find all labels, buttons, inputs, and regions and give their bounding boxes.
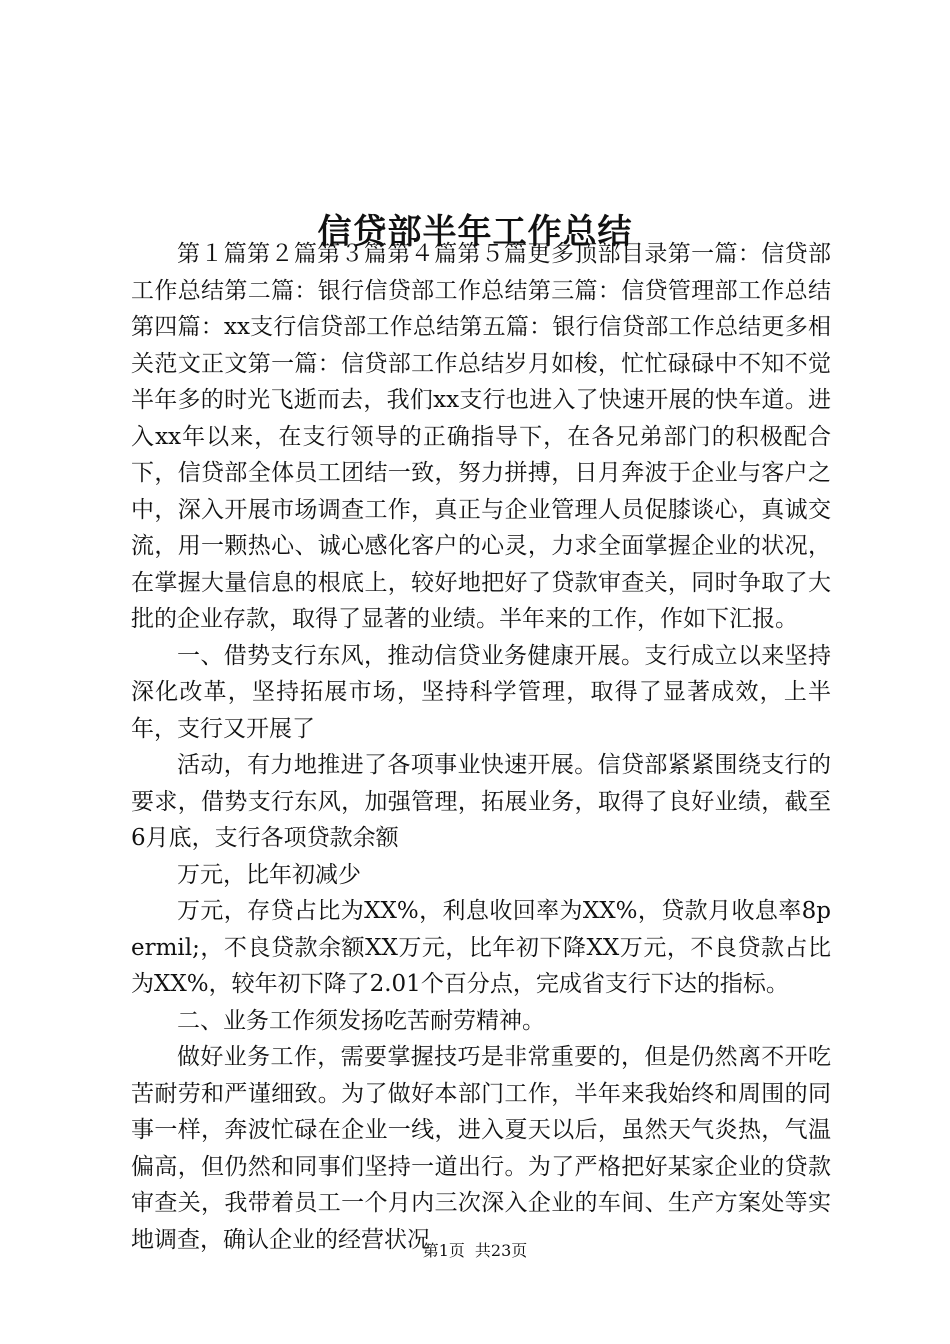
paragraph-statistics: 万元，存贷占比为XX%，利息收回率为XX%，贷款月收息率8permil;，不良贷款余额XX万元，比年初下降XX万元，不良贷款占比为XX%，较年初下降了2.01个百分点，完成省支行下达的指标。 (131, 898, 831, 997)
document-title: 信贷部半年工作总结 (317, 211, 633, 252)
paragraph-decrease: 万元，比年初减少 (177, 861, 361, 888)
document-body (131, 236, 831, 1258)
paragraph-section-two: 二、业务工作须发扬吃苦耐劳精神。 (177, 1007, 545, 1034)
paragraph-activity: 活动，有力地推进了各项事业快速开展。信贷部紧紧围绕支行的要求，借势支行东风，加强管理，拓展业务，取得了良好业绩，截至6月底，支行各项贷款余额 (131, 752, 831, 851)
page-total: 共23页 (474, 1241, 528, 1260)
page-number: 第1页 (422, 1241, 465, 1260)
paragraph-section-one: 一、借势支行东风，推动信贷业务健康开展。支行成立以来坚持深化改革，坚持拓展市场，坚持科学管理，取得了显著成效，上半年，支行又开展了 (131, 642, 831, 742)
paragraph-hard-work: 做好业务工作，需要掌握技巧是非常重要的，但是仍然离不开吃苦耐劳和严谨细致。为了做好本部门工作，半年来我始终和周围的同事一样，奔波忙碌在企业一线，进入夏天以后，虽然天气炎热，气温偏高，但仍然和同事们坚持一道出行。为了严格把好某家企业的贷款审查关，我带着员工一个月内三次深入企业的车间、生产方案处等实地调查，确认企业的经营状况 (131, 1044, 831, 1253)
paragraph-intro: 第１篇第２篇第３篇第４篇第５篇更多顶部目录第一篇：信贷部工作总结第二篇：银行信贷部工作总结第三篇：信贷管理部工作总结第四篇：xx支行信贷部工作总结第五篇：银行信贷部工作总结更多相关范文正文第一篇：信贷部工作总结岁月如梭，忙忙碌碌中不知不觉半年多的时光飞逝而去，我们xx支行也进入了快速开展的快车道。进入xx年以来，在支行领导的正确指导下，在各兄弟部门的积极配合下，信贷部全体员工团结一致，努力拼搏，日月奔波于企业与客户之中，深入开展市场调查工作，真正与企业管理人员促膝谈心，真诚交流，用一颗热心、诚心感化客户的心灵，力求全面掌握企业的状况，在掌握大量信息的根底上，较好地把好了贷款审查关，同时争取了大批的企业存款，取得了显著的业绩。半年来的工作，作如下汇报。 (131, 241, 831, 632)
page-footer (0, 1240, 950, 1262)
